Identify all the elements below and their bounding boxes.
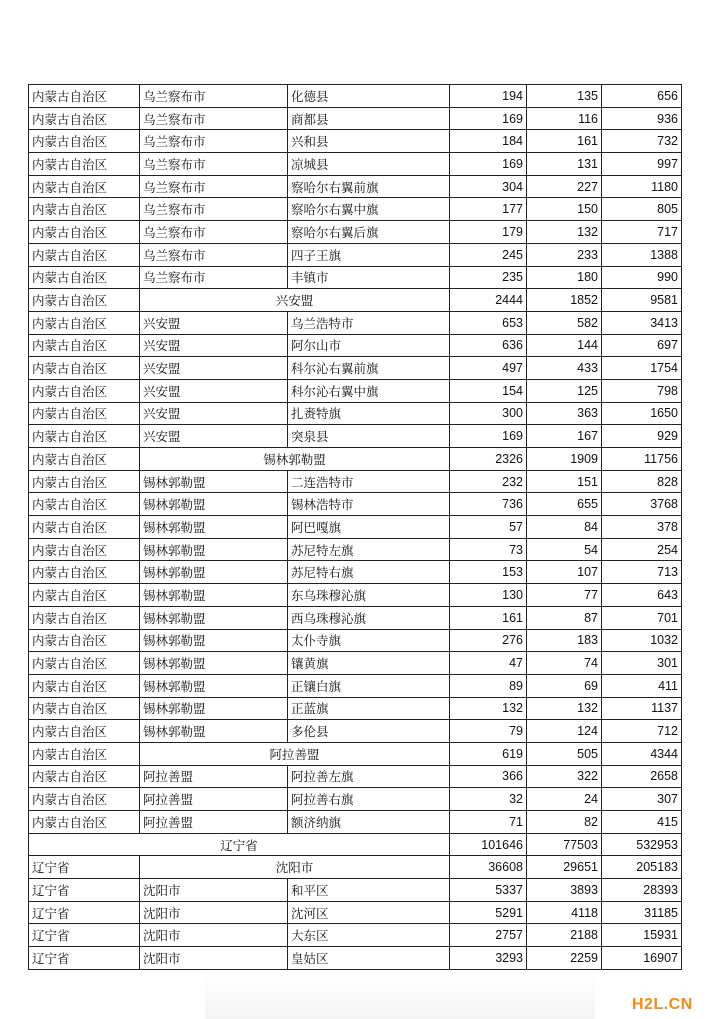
value-cell: 2259 (527, 947, 602, 970)
value-cell: 3768 (602, 493, 682, 516)
name-cell: 锡林郭勒盟 (140, 561, 288, 584)
table-row (29, 130, 682, 153)
name-cell: 内蒙古自治区 (29, 742, 140, 765)
value-cell: 1852 (527, 289, 602, 312)
value-cell: 183 (527, 629, 602, 652)
table-row (29, 924, 682, 947)
table-row (29, 221, 682, 244)
table-row (29, 334, 682, 357)
name-cell: 辽宁省 (29, 879, 140, 902)
name-cell: 苏尼特左旗 (288, 538, 450, 561)
name-cell: 内蒙古自治区 (29, 130, 140, 153)
value-cell: 2658 (602, 765, 682, 788)
value-cell: 227 (527, 175, 602, 198)
name-cell: 额济纳旗 (288, 811, 450, 834)
value-cell: 2188 (527, 924, 602, 947)
name-cell: 阿尔山市 (288, 334, 450, 357)
name-cell: 锡林郭勒盟 (140, 652, 288, 675)
name-cell: 化德县 (288, 85, 450, 108)
name-cell: 内蒙古自治区 (29, 765, 140, 788)
table-row (29, 720, 682, 743)
value-cell: 29651 (527, 856, 602, 879)
table-row (29, 425, 682, 448)
value-cell: 656 (602, 85, 682, 108)
value-cell: 582 (527, 311, 602, 334)
name-cell: 乌兰察布市 (140, 198, 288, 221)
value-cell: 805 (602, 198, 682, 221)
value-cell: 990 (602, 266, 682, 289)
value-cell: 713 (602, 561, 682, 584)
value-cell: 505 (527, 742, 602, 765)
value-cell: 532953 (602, 833, 682, 856)
value-cell: 653 (450, 311, 527, 334)
name-cell: 辽宁省 (29, 833, 450, 856)
value-cell: 82 (527, 811, 602, 834)
value-cell: 205183 (602, 856, 682, 879)
value-cell: 254 (602, 538, 682, 561)
value-cell: 31185 (602, 901, 682, 924)
name-cell: 锡林郭勒盟 (140, 470, 288, 493)
table-row (29, 856, 682, 879)
value-cell: 36608 (450, 856, 527, 879)
table-row (29, 606, 682, 629)
table-row (29, 652, 682, 675)
name-cell: 乌兰察布市 (140, 221, 288, 244)
name-cell: 兴安盟 (140, 289, 450, 312)
name-cell: 锡林郭勒盟 (140, 720, 288, 743)
name-cell: 乌兰察布市 (140, 243, 288, 266)
table-row (29, 175, 682, 198)
name-cell: 内蒙古自治区 (29, 85, 140, 108)
value-cell: 161 (450, 606, 527, 629)
table-row (29, 697, 682, 720)
value-cell: 79 (450, 720, 527, 743)
name-cell: 乌兰察布市 (140, 107, 288, 130)
value-cell: 167 (527, 425, 602, 448)
value-cell: 366 (450, 765, 527, 788)
name-cell: 内蒙古自治区 (29, 402, 140, 425)
name-cell: 阿拉善盟 (140, 765, 288, 788)
name-cell: 内蒙古自治区 (29, 379, 140, 402)
name-cell: 锡林郭勒盟 (140, 629, 288, 652)
name-cell: 凉城县 (288, 153, 450, 176)
name-cell: 锡林郭勒盟 (140, 674, 288, 697)
name-cell: 乌兰浩特市 (288, 311, 450, 334)
name-cell: 辽宁省 (29, 901, 140, 924)
value-cell: 497 (450, 357, 527, 380)
value-cell: 77 (527, 584, 602, 607)
name-cell: 内蒙古自治区 (29, 357, 140, 380)
table-row (29, 765, 682, 788)
table-row (29, 947, 682, 970)
name-cell: 沈阳市 (140, 879, 288, 902)
value-cell: 47 (450, 652, 527, 675)
name-cell: 苏尼特右旗 (288, 561, 450, 584)
value-cell: 84 (527, 516, 602, 539)
value-cell: 1650 (602, 402, 682, 425)
name-cell: 阿拉善盟 (140, 742, 450, 765)
value-cell: 1754 (602, 357, 682, 380)
value-cell: 132 (527, 221, 602, 244)
name-cell: 正镶白旗 (288, 674, 450, 697)
value-cell: 636 (450, 334, 527, 357)
value-cell: 363 (527, 402, 602, 425)
value-cell: 24 (527, 788, 602, 811)
value-cell: 74 (527, 652, 602, 675)
table-row (29, 674, 682, 697)
table-row (29, 311, 682, 334)
value-cell: 150 (527, 198, 602, 221)
name-cell: 内蒙古自治区 (29, 493, 140, 516)
table-row (29, 357, 682, 380)
value-cell: 697 (602, 334, 682, 357)
value-cell: 144 (527, 334, 602, 357)
value-cell: 77503 (527, 833, 602, 856)
name-cell: 和平区 (288, 879, 450, 902)
value-cell: 161 (527, 130, 602, 153)
value-cell: 415 (602, 811, 682, 834)
statistics-table (28, 84, 682, 970)
name-cell: 锡林郭勒盟 (140, 538, 288, 561)
name-cell: 锡林郭勒盟 (140, 584, 288, 607)
value-cell: 304 (450, 175, 527, 198)
value-cell: 169 (450, 425, 527, 448)
name-cell: 内蒙古自治区 (29, 606, 140, 629)
value-cell: 301 (602, 652, 682, 675)
name-cell: 西乌珠穆沁旗 (288, 606, 450, 629)
value-cell: 57 (450, 516, 527, 539)
table-row (29, 289, 682, 312)
name-cell: 皇姑区 (288, 947, 450, 970)
name-cell: 兴安盟 (140, 425, 288, 448)
value-cell: 5337 (450, 879, 527, 902)
name-cell: 锡林郭勒盟 (140, 606, 288, 629)
name-cell: 沈阳市 (140, 924, 288, 947)
table-row (29, 538, 682, 561)
value-cell: 194 (450, 85, 527, 108)
value-cell: 3413 (602, 311, 682, 334)
value-cell: 701 (602, 606, 682, 629)
value-cell: 307 (602, 788, 682, 811)
name-cell: 突泉县 (288, 425, 450, 448)
value-cell: 169 (450, 153, 527, 176)
value-cell: 11756 (602, 448, 682, 471)
name-cell: 乌兰察布市 (140, 130, 288, 153)
table-row (29, 402, 682, 425)
name-cell: 锡林郭勒盟 (140, 448, 450, 471)
value-cell: 73 (450, 538, 527, 561)
name-cell: 乌兰察布市 (140, 85, 288, 108)
name-cell: 内蒙古自治区 (29, 448, 140, 471)
value-cell: 619 (450, 742, 527, 765)
name-cell: 内蒙古自治区 (29, 674, 140, 697)
value-cell: 154 (450, 379, 527, 402)
value-cell: 5291 (450, 901, 527, 924)
value-cell: 929 (602, 425, 682, 448)
name-cell: 太仆寺旗 (288, 629, 450, 652)
name-cell: 内蒙古自治区 (29, 266, 140, 289)
name-cell: 内蒙古自治区 (29, 243, 140, 266)
name-cell: 阿巴嘎旗 (288, 516, 450, 539)
value-cell: 232 (450, 470, 527, 493)
value-cell: 69 (527, 674, 602, 697)
value-cell: 177 (450, 198, 527, 221)
name-cell: 锡林浩特市 (288, 493, 450, 516)
name-cell: 内蒙古自治区 (29, 334, 140, 357)
name-cell: 锡林郭勒盟 (140, 516, 288, 539)
value-cell: 151 (527, 470, 602, 493)
table-row (29, 448, 682, 471)
value-cell: 411 (602, 674, 682, 697)
name-cell: 辽宁省 (29, 947, 140, 970)
value-cell: 153 (450, 561, 527, 584)
value-cell: 322 (527, 765, 602, 788)
table-row (29, 788, 682, 811)
value-cell: 124 (527, 720, 602, 743)
name-cell: 乌兰察布市 (140, 175, 288, 198)
value-cell: 245 (450, 243, 527, 266)
table-row (29, 107, 682, 130)
name-cell: 东乌珠穆沁旗 (288, 584, 450, 607)
table-row (29, 901, 682, 924)
name-cell: 内蒙古自治区 (29, 538, 140, 561)
watermark-logo: H2L.CN (632, 996, 693, 1013)
value-cell: 378 (602, 516, 682, 539)
table-row (29, 379, 682, 402)
table-row (29, 561, 682, 584)
table-row (29, 85, 682, 108)
value-cell: 9581 (602, 289, 682, 312)
name-cell: 内蒙古自治区 (29, 788, 140, 811)
name-cell: 辽宁省 (29, 924, 140, 947)
value-cell: 712 (602, 720, 682, 743)
name-cell: 商都县 (288, 107, 450, 130)
value-cell: 130 (450, 584, 527, 607)
value-cell: 1388 (602, 243, 682, 266)
value-cell: 169 (450, 107, 527, 130)
value-cell: 179 (450, 221, 527, 244)
value-cell: 233 (527, 243, 602, 266)
name-cell: 沈阳市 (140, 901, 288, 924)
name-cell: 兴和县 (288, 130, 450, 153)
value-cell: 132 (450, 697, 527, 720)
value-cell: 717 (602, 221, 682, 244)
name-cell: 辽宁省 (29, 856, 140, 879)
name-cell: 内蒙古自治区 (29, 289, 140, 312)
value-cell: 2326 (450, 448, 527, 471)
name-cell: 内蒙古自治区 (29, 175, 140, 198)
name-cell: 阿拉善右旗 (288, 788, 450, 811)
value-cell: 107 (527, 561, 602, 584)
page-shadow (205, 972, 595, 1019)
table-row (29, 493, 682, 516)
value-cell: 1180 (602, 175, 682, 198)
value-cell: 132 (527, 697, 602, 720)
value-cell: 54 (527, 538, 602, 561)
table-row (29, 153, 682, 176)
value-cell: 28393 (602, 879, 682, 902)
value-cell: 235 (450, 266, 527, 289)
name-cell: 沈阳市 (140, 856, 450, 879)
value-cell: 15931 (602, 924, 682, 947)
name-cell: 正蓝旗 (288, 697, 450, 720)
name-cell: 镶黄旗 (288, 652, 450, 675)
name-cell: 内蒙古自治区 (29, 425, 140, 448)
name-cell: 阿拉善盟 (140, 788, 288, 811)
table-row (29, 584, 682, 607)
name-cell: 内蒙古自治区 (29, 652, 140, 675)
name-cell: 兴安盟 (140, 334, 288, 357)
value-cell: 828 (602, 470, 682, 493)
name-cell: 乌兰察布市 (140, 266, 288, 289)
value-cell: 1137 (602, 697, 682, 720)
name-cell: 锡林郭勒盟 (140, 493, 288, 516)
name-cell: 内蒙古自治区 (29, 720, 140, 743)
name-cell: 内蒙古自治区 (29, 470, 140, 493)
table-row (29, 879, 682, 902)
value-cell: 184 (450, 130, 527, 153)
table-row (29, 833, 682, 856)
name-cell: 沈阳市 (140, 947, 288, 970)
table-row (29, 516, 682, 539)
name-cell: 内蒙古自治区 (29, 311, 140, 334)
name-cell: 大东区 (288, 924, 450, 947)
value-cell: 71 (450, 811, 527, 834)
value-cell: 798 (602, 379, 682, 402)
name-cell: 内蒙古自治区 (29, 153, 140, 176)
value-cell: 997 (602, 153, 682, 176)
value-cell: 2757 (450, 924, 527, 947)
name-cell: 科尔沁右翼中旗 (288, 379, 450, 402)
name-cell: 阿拉善盟 (140, 811, 288, 834)
name-cell: 内蒙古自治区 (29, 697, 140, 720)
value-cell: 300 (450, 402, 527, 425)
value-cell: 116 (527, 107, 602, 130)
value-cell: 4344 (602, 742, 682, 765)
table-row (29, 243, 682, 266)
value-cell: 180 (527, 266, 602, 289)
table-row (29, 266, 682, 289)
name-cell: 察哈尔右翼后旗 (288, 221, 450, 244)
value-cell: 1032 (602, 629, 682, 652)
name-cell: 丰镇市 (288, 266, 450, 289)
value-cell: 736 (450, 493, 527, 516)
value-cell: 643 (602, 584, 682, 607)
value-cell: 89 (450, 674, 527, 697)
value-cell: 655 (527, 493, 602, 516)
table-row (29, 629, 682, 652)
table-row (29, 470, 682, 493)
name-cell: 锡林郭勒盟 (140, 697, 288, 720)
value-cell: 87 (527, 606, 602, 629)
value-cell: 433 (527, 357, 602, 380)
value-cell: 4118 (527, 901, 602, 924)
name-cell: 内蒙古自治区 (29, 584, 140, 607)
name-cell: 乌兰察布市 (140, 153, 288, 176)
value-cell: 131 (527, 153, 602, 176)
name-cell: 多伦县 (288, 720, 450, 743)
table-body (29, 85, 682, 970)
name-cell: 四子王旗 (288, 243, 450, 266)
table-row (29, 742, 682, 765)
value-cell: 3293 (450, 947, 527, 970)
name-cell: 二连浩特市 (288, 470, 450, 493)
name-cell: 内蒙古自治区 (29, 629, 140, 652)
name-cell: 察哈尔右翼中旗 (288, 198, 450, 221)
name-cell: 兴安盟 (140, 402, 288, 425)
value-cell: 16907 (602, 947, 682, 970)
name-cell: 内蒙古自治区 (29, 811, 140, 834)
name-cell: 内蒙古自治区 (29, 107, 140, 130)
name-cell: 兴安盟 (140, 311, 288, 334)
name-cell: 兴安盟 (140, 379, 288, 402)
value-cell: 125 (527, 379, 602, 402)
name-cell: 兴安盟 (140, 357, 288, 380)
name-cell: 察哈尔右翼前旗 (288, 175, 450, 198)
table-row (29, 811, 682, 834)
name-cell: 扎赉特旗 (288, 402, 450, 425)
name-cell: 内蒙古自治区 (29, 516, 140, 539)
value-cell: 276 (450, 629, 527, 652)
value-cell: 732 (602, 130, 682, 153)
value-cell: 1909 (527, 448, 602, 471)
name-cell: 沈河区 (288, 901, 450, 924)
value-cell: 936 (602, 107, 682, 130)
value-cell: 32 (450, 788, 527, 811)
name-cell: 阿拉善左旗 (288, 765, 450, 788)
name-cell: 内蒙古自治区 (29, 198, 140, 221)
name-cell: 内蒙古自治区 (29, 561, 140, 584)
table-row (29, 198, 682, 221)
value-cell: 101646 (450, 833, 527, 856)
value-cell: 3893 (527, 879, 602, 902)
value-cell: 135 (527, 85, 602, 108)
name-cell: 内蒙古自治区 (29, 221, 140, 244)
name-cell: 科尔沁右翼前旗 (288, 357, 450, 380)
value-cell: 2444 (450, 289, 527, 312)
